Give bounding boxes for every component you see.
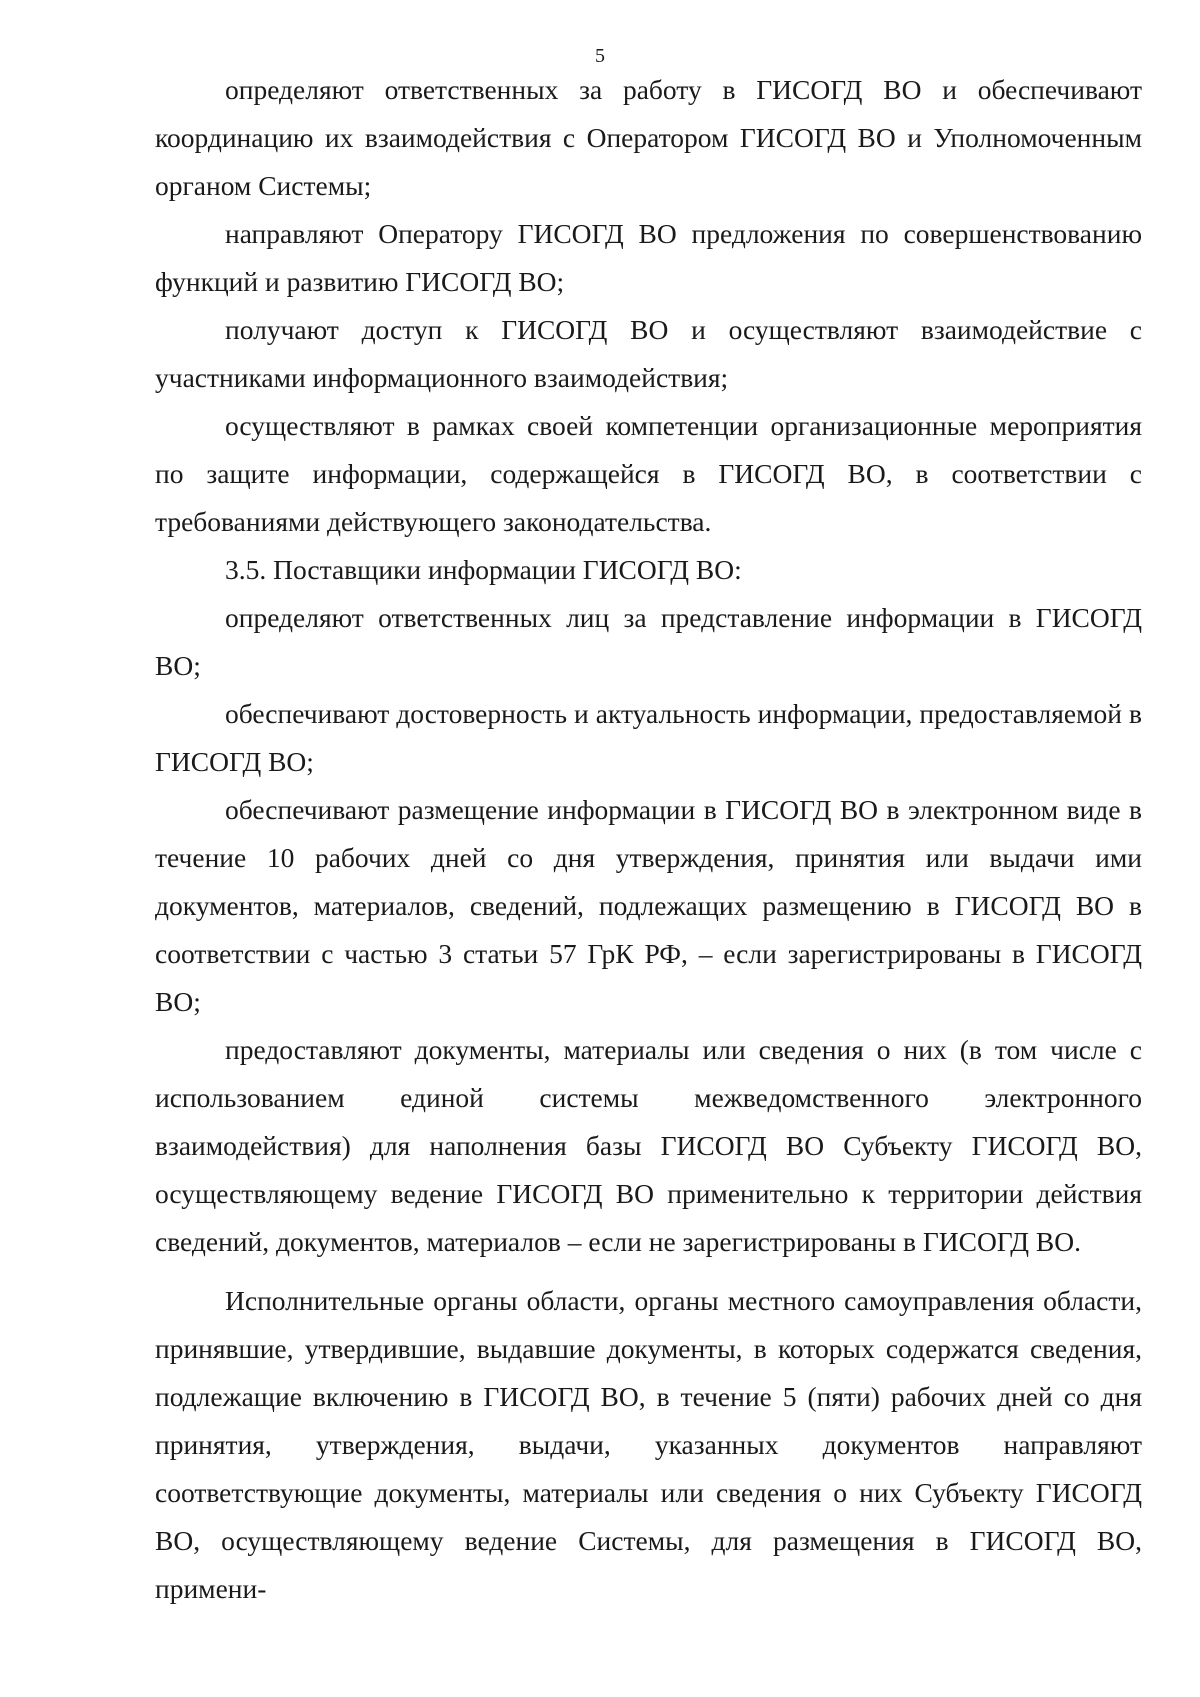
paragraph-reliability: обеспечивают достоверность и актуальность информации, предоставляемой в ГИСОГД ВО; <box>155 698 1142 777</box>
document-body <box>155 66 1142 1613</box>
paragraph-access: получают доступ к ГИСОГД ВО и осуществляют взаимодействие с участниками информационного взаимодействия; <box>155 314 1142 393</box>
paragraph-protection: осуществляют в рамках своей компетенции организационные мероприятия по защите информации, содержащейся в ГИСОГД ВО, в соответствии с требованиями действующего законодательства. <box>155 410 1142 537</box>
paragraph-proposals: направляют Оператору ГИСОГД ВО предложения по совершенствованию функций и развитию ГИСОГД ВО; <box>155 218 1142 297</box>
paragraph-provide-documents: предоставляют документы, материалы или сведения о них (в том числе с использованием единой системы межведомственного электронного взаимодействия) для наполнения базы ГИСОГД ВО Субъекту ГИСОГД ВО, осуществляющему ведение ГИСОГД ВО применительно к территории действия сведений, документов, материалов – если не зарегистрированы в ГИСОГД ВО. <box>155 1034 1142 1257</box>
paragraph-responsible-info: определяют ответственных лиц за представление информации в ГИСОГД ВО; <box>155 602 1142 681</box>
section-heading-3-5: 3.5. Поставщики информации ГИСОГД ВО: <box>225 554 742 585</box>
paragraph-placement: обеспечивают размещение информации в ГИСОГД ВО в электронном виде в течение 10 рабочих дней со дня утверждения, принятия или выдачи ими документов, материалов, сведений, подлежащих размещению в ГИСОГД ВО в соответствии с частью 3 статьи 57 ГрК РФ, – если зарегистрированы в ГИСОГД ВО; <box>155 794 1142 1017</box>
paragraph-responsible-persons: определяют ответственных за работу в ГИСОГД ВО и обеспечивают координацию их взаимодействия с Оператором ГИСОГД ВО и Уполномоченным органом Системы; <box>155 74 1142 201</box>
page-number: 5 <box>595 45 605 67</box>
paragraph-executive-bodies: Исполнительные органы области, органы местного самоуправления области, принявшие, утвердившие, выдавшие документы, в которых содержатся сведения, подлежащие включению в ГИСОГД ВО, в течение 5 (пяти) рабочих дней со дня принятия, утверждения, выдачи, указанных документов направляют соответствующие документы, материалы или сведения о них Субъекту ГИСОГД ВО, осуществляющему ведение Системы, для размещения в ГИСОГД ВО, примени- <box>155 1285 1142 1604</box>
